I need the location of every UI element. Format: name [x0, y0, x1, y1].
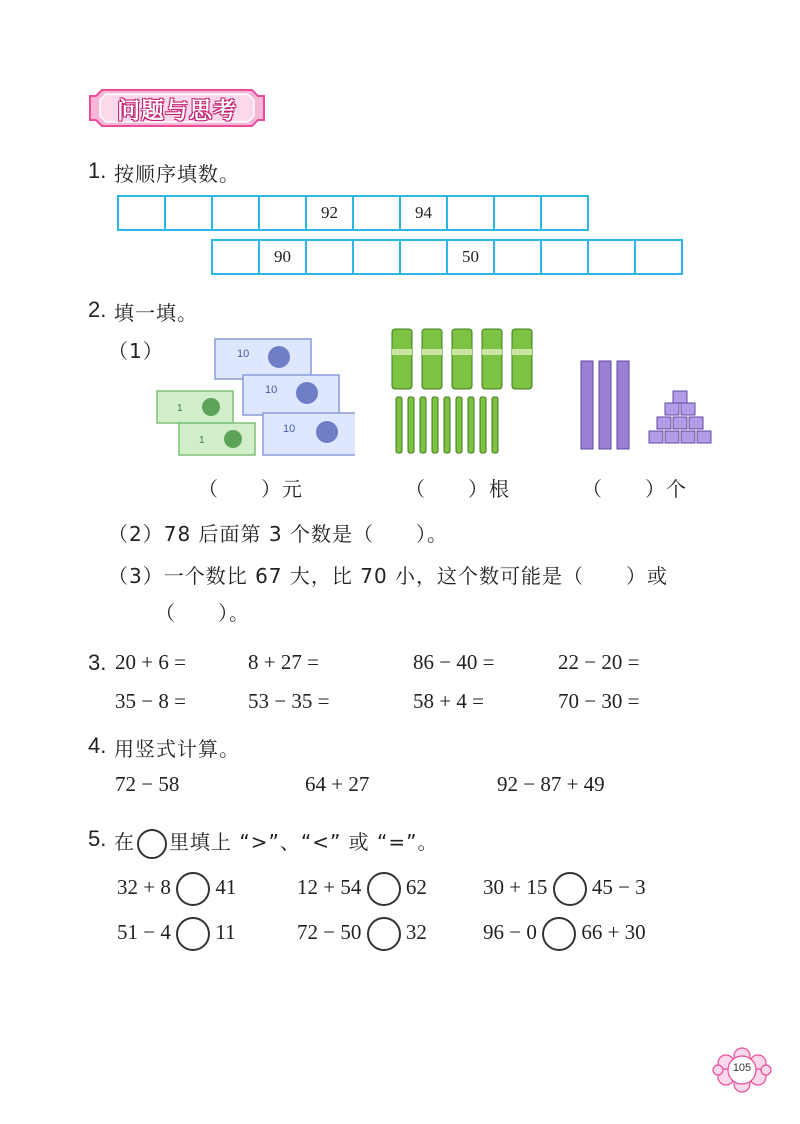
- q2-sub3-line2: （ ）。: [155, 601, 250, 625]
- q2-sub2: （2）78 后面第 3 个数是（ ）。: [108, 522, 448, 546]
- q4-number: 4.: [88, 733, 107, 758]
- seq-cell[interactable]: [212, 240, 259, 274]
- calc-item: 35 − 8 =: [115, 689, 186, 713]
- ten-cube-rod-icon: [581, 361, 629, 449]
- q5-number: 5.: [88, 826, 107, 851]
- compare-circle[interactable]: [367, 872, 401, 906]
- calc-item: 53 − 35 =: [248, 689, 330, 713]
- calc-item: 20 + 6 =: [115, 650, 186, 674]
- seq-cell[interactable]: [353, 196, 400, 230]
- compare-right: 45 − 3: [591, 874, 646, 899]
- compare-left: 32 + 8: [117, 874, 171, 899]
- seq-cell[interactable]: [212, 196, 259, 230]
- one-yuan-note-icon: [157, 391, 233, 423]
- seq-cell[interactable]: [165, 196, 212, 230]
- q1-number: 1.: [88, 158, 107, 183]
- vertical-calc-item: 72 − 58: [115, 772, 180, 796]
- note-value-text: 10: [283, 423, 296, 435]
- one-yuan-note-icon: [179, 423, 255, 455]
- section-title: 问题与思考: [117, 98, 237, 124]
- q2-sub3-line1: （3）一个数比 67 大，比 70 小，这个数可能是（ ）或: [108, 564, 669, 588]
- seq-cell[interactable]: [259, 196, 306, 230]
- seq-cell[interactable]: [494, 196, 541, 230]
- q2-sub1-label: （1）: [108, 339, 164, 363]
- money-answer-blank[interactable]: （ ）元: [198, 477, 303, 501]
- seq-cell: 90: [259, 240, 306, 274]
- seq-cell[interactable]: [588, 240, 635, 274]
- ten-yuan-note-icon: [243, 375, 339, 415]
- stick-bundle-icon: [452, 329, 472, 389]
- seq-cell[interactable]: [353, 240, 400, 274]
- compare-circle[interactable]: [367, 917, 401, 951]
- ten-yuan-note-icon: [215, 339, 311, 379]
- q3-number: 3.: [88, 650, 107, 675]
- section-title-badge: [88, 86, 266, 130]
- q2-number: 2.: [88, 297, 107, 322]
- cubes-illustration: [575, 355, 715, 455]
- calc-item: 58 + 4 =: [413, 689, 484, 713]
- vertical-calc-item: 64 + 27: [305, 772, 370, 796]
- q5-text-before: 在: [114, 830, 135, 854]
- ten-yuan-note-icon: [263, 413, 355, 455]
- seq-cell[interactable]: [447, 196, 494, 230]
- money-illustration: [155, 335, 355, 460]
- compare-left: 96 − 0: [483, 919, 537, 944]
- calc-item: 22 − 20 =: [558, 650, 640, 674]
- note-value-text: 10: [237, 348, 250, 360]
- seq-cell[interactable]: [541, 196, 588, 230]
- compare-left: 30 + 15: [483, 874, 548, 899]
- compare-item: [483, 917, 646, 951]
- unit-cubes-icon: [649, 391, 711, 443]
- stick-bundle-icon: [392, 329, 412, 389]
- compare-circle[interactable]: [176, 872, 210, 906]
- calc-item: 86 − 40 =: [413, 650, 495, 674]
- single-sticks-icon: [396, 397, 498, 453]
- q1-instruction: 按顺序填数。: [114, 162, 240, 186]
- note-value-text: 1: [177, 403, 183, 414]
- seq-cell[interactable]: [400, 240, 447, 274]
- compare-left: 72 − 50: [297, 919, 362, 944]
- seq-cell[interactable]: [541, 240, 588, 274]
- page-number: 105: [732, 1062, 752, 1074]
- page-number-badge: [712, 1046, 772, 1094]
- compare-item: [483, 872, 646, 906]
- sticks-illustration: [388, 325, 548, 455]
- cubes-answer-blank[interactable]: （ ）个: [582, 477, 687, 501]
- compare-circle[interactable]: [176, 917, 210, 951]
- compare-right: 41: [215, 874, 237, 899]
- compare-left: 51 − 4: [117, 919, 171, 944]
- seq-cell: 92: [306, 196, 353, 230]
- seq-cell: 94: [400, 196, 447, 230]
- stick-bundle-icon: [482, 329, 502, 389]
- q1-sequence-row-2: [211, 239, 683, 275]
- seq-cell[interactable]: [118, 196, 165, 230]
- seq-cell: 50: [447, 240, 494, 274]
- q5-text-after: 里填上 “>”、“<” 或 “=”。: [169, 830, 439, 854]
- q5-instruction: [114, 826, 439, 859]
- compare-circle[interactable]: [542, 917, 576, 951]
- compare-item: [297, 917, 427, 951]
- q4-instruction: 用竖式计算。: [114, 737, 240, 761]
- seq-cell[interactable]: [635, 240, 682, 274]
- q2-instruction: 填一填。: [114, 301, 198, 325]
- compare-circle[interactable]: [553, 872, 587, 906]
- stick-bundle-icon: [422, 329, 442, 389]
- compare-item: [297, 872, 427, 906]
- stick-bundle-icon: [512, 329, 532, 389]
- seq-cell[interactable]: [306, 240, 353, 274]
- note-value-text: 10: [265, 384, 278, 396]
- calc-item: 70 − 30 =: [558, 689, 640, 713]
- compare-item: [117, 872, 236, 906]
- compare-item: [117, 917, 236, 951]
- vertical-calc-item: 92 − 87 + 49: [497, 772, 605, 796]
- calc-item: 8 + 27 =: [248, 650, 319, 674]
- seq-cell[interactable]: [494, 240, 541, 274]
- compare-right: 66 + 30: [581, 919, 646, 944]
- compare-left: 12 + 54: [297, 874, 362, 899]
- note-value-text: 1: [199, 435, 205, 446]
- circle-icon: [137, 829, 167, 859]
- sticks-answer-blank[interactable]: （ ）根: [405, 477, 510, 501]
- q1-sequence-row-1: [117, 195, 589, 231]
- compare-right: 32: [405, 919, 427, 944]
- compare-right: 11: [215, 919, 236, 944]
- compare-right: 62: [405, 874, 427, 899]
